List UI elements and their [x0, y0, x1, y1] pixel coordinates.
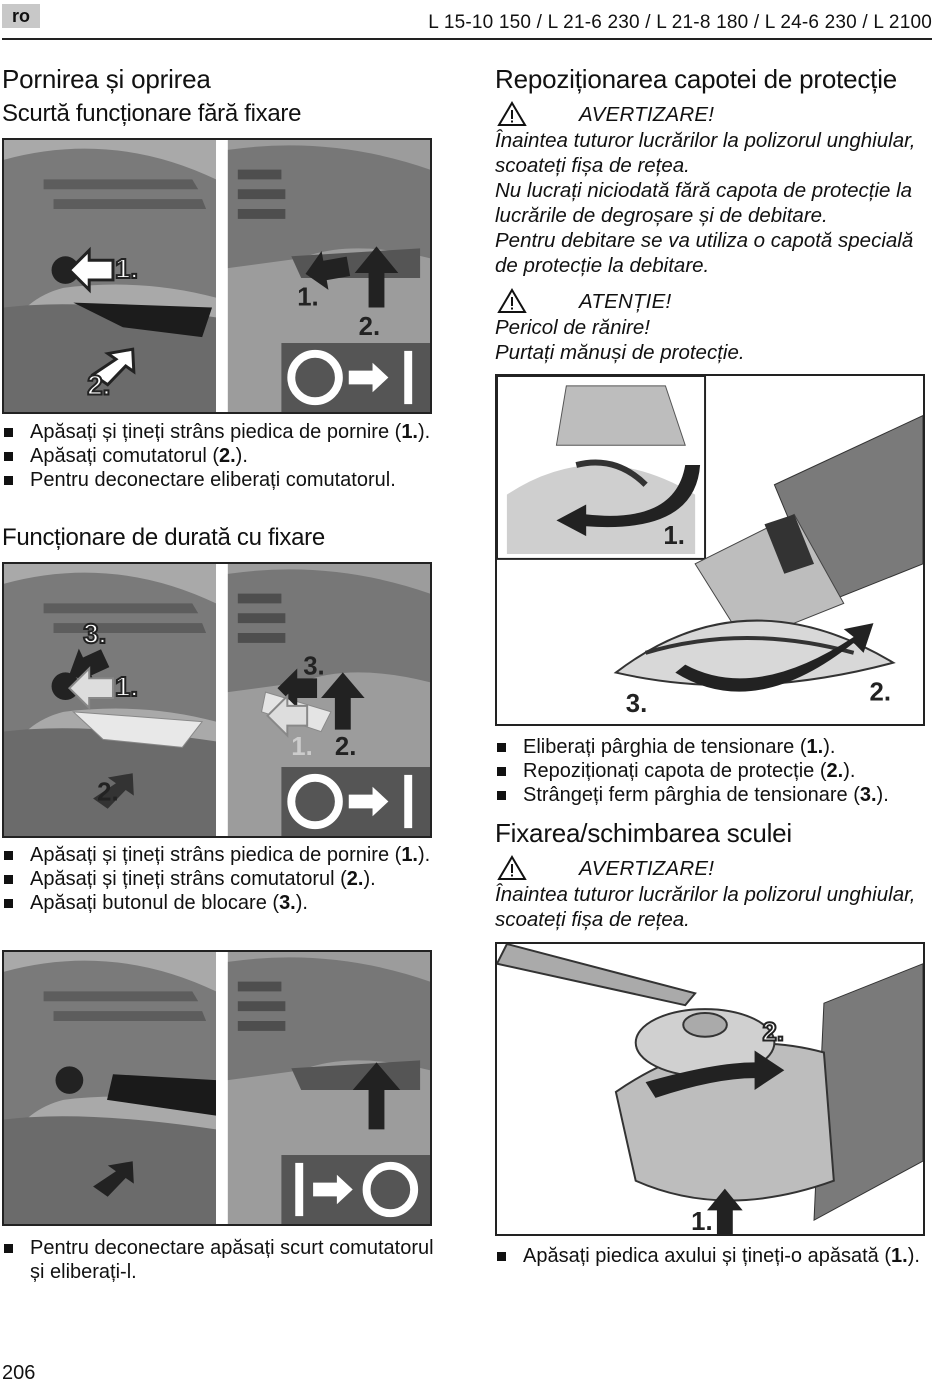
list-item: Repoziționați capota de protecție (2.).: [495, 759, 945, 783]
warning-text: Pentru debitare se va utiliza o capotă specială de protecție la debitare.: [495, 229, 914, 277]
fig-label: 2.: [358, 313, 381, 342]
section-title-start-stop: Pornirea și oprirea: [2, 64, 211, 94]
page-number: 206: [2, 1362, 36, 1384]
fig-label: 2.: [87, 369, 111, 401]
fig-label: 2.: [334, 733, 357, 762]
list-item: Apăsați butonul de blocare (3.).: [2, 891, 442, 915]
warning-block: [495, 101, 940, 278]
warning-heading: AVERTIZARE!: [579, 857, 715, 880]
fig-label: 2.: [762, 1018, 784, 1047]
warning-text: Înaintea tuturor lucrărilor la polizorul unghiular, scoateți fișa de rețea.: [495, 129, 916, 177]
subsection-momentary: Scurtă funcționare fără fixare: [2, 100, 302, 127]
list-item: Strângeți ferm pârghia de tensionare (3.).: [495, 783, 945, 807]
list-item: Apăsați piedica axului și țineți-o apăsată (1.).: [495, 1244, 945, 1268]
model-list: L 15-10 150 / L 21-6 230 / L 21-8 180 / L 24-6 230 / L 2100: [428, 12, 932, 33]
warning-heading: AVERTIZARE!: [579, 103, 715, 126]
fig-label: 1.: [114, 671, 139, 703]
list-item: Eliberați pârghia de tensionare (1.).: [495, 735, 945, 759]
caution-heading: ATENȚIE!: [579, 290, 672, 313]
bullet-list-switch-off: [2, 1236, 442, 1284]
fig-label: 2.: [97, 778, 119, 807]
figure-guard-reposition: [495, 374, 925, 726]
warning-text: Înaintea tuturor lucrărilor la polizorul unghiular, scoateți fișa de rețea.: [495, 883, 916, 931]
fig-label: 1.: [663, 522, 685, 551]
fig-label: 2.: [869, 678, 891, 707]
list-item: Apăsați și țineți strâns comutatorul (2.).: [2, 867, 442, 891]
bullet-list-guard: [495, 735, 945, 807]
list-item: Apăsați și țineți strâns piedica de pornire (1.).: [2, 843, 442, 867]
warning-text: Nu lucrați niciodată fără capota de protecție la lucrările de degroșare și de debitare.: [495, 179, 913, 227]
list-item: Apăsați comutatorul (2.).: [2, 444, 442, 468]
section-title-tool-change: Fixarea/schimbarea sculei: [495, 818, 793, 848]
bullet-list-continuous: [2, 843, 442, 915]
fig-label: 3.: [625, 690, 648, 719]
warning-triangle-icon: [497, 101, 527, 127]
bullet-list-tool-change: [495, 1244, 945, 1268]
figure-momentary-operation: [2, 138, 432, 414]
subsection-continuous: Funcționare de durată cu fixare: [2, 524, 325, 551]
list-item: Pentru deconectare apăsați scurt comutatorul și eliberați-l.: [2, 1236, 442, 1284]
warning-triangle-icon: [497, 855, 527, 881]
figure-switch-off: [2, 950, 432, 1226]
section-title-guard: Repoziționarea capotei de protecție: [495, 64, 898, 94]
list-item: Pentru deconectare eliberați comutatorul.: [2, 468, 442, 492]
fig-label: 3.: [303, 652, 325, 681]
header-rule: [2, 38, 932, 40]
fig-label: 1.: [291, 733, 313, 762]
on-symbol-icon: [295, 1163, 303, 1216]
fig-label: 1.: [297, 283, 319, 312]
bullet-list-momentary: [2, 420, 442, 492]
figure-continuous-operation: [2, 562, 432, 838]
caution-block: [495, 288, 940, 365]
fig-label: 1.: [691, 1208, 713, 1234]
warning-block: [495, 855, 940, 932]
warning-triangle-icon: [497, 288, 527, 314]
list-item: Apăsați și țineți strâns piedica de pornire (1.).: [2, 420, 442, 444]
on-symbol-icon: [404, 351, 412, 404]
caution-text: Purtați mănuși de protecție.: [495, 341, 745, 364]
fig-label: 3.: [83, 617, 107, 649]
language-tag: ro: [2, 4, 40, 28]
fig-label: 1.: [114, 253, 139, 284]
on-symbol-icon: [404, 775, 412, 828]
figure-tool-change: [495, 942, 925, 1236]
caution-text: Pericol de rănire!: [495, 316, 650, 339]
